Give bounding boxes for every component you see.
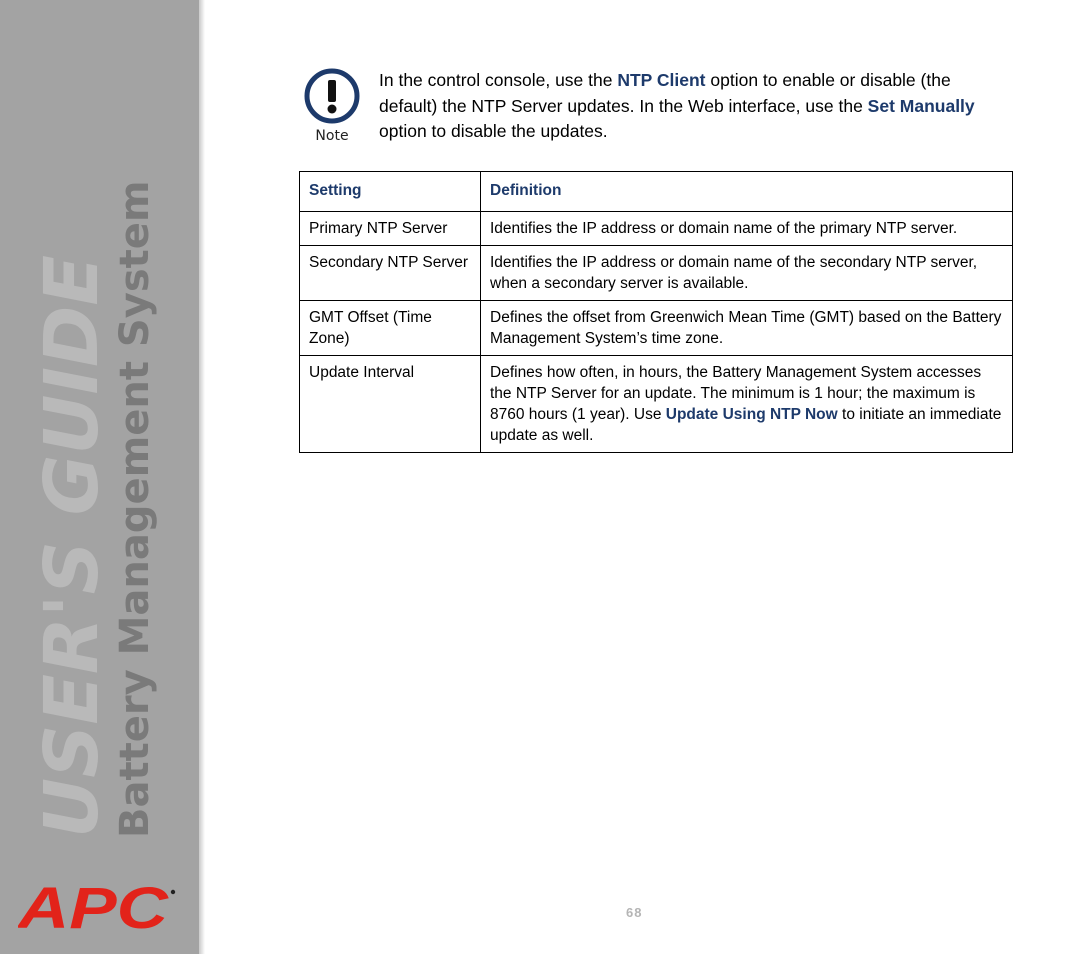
ntp-client-highlight: NTP Client — [617, 70, 706, 90]
setting-cell: Secondary NTP Server — [300, 246, 481, 301]
setting-cell: Update Interval — [300, 356, 481, 453]
note-exclamation-icon — [303, 67, 361, 145]
note-icon-label: Note — [315, 128, 349, 144]
sidebar-shadow — [199, 0, 205, 954]
sidebar-title-area — [0, 0, 199, 954]
definition-text-2: to initiate an immediate update as well. — [490, 406, 1002, 444]
note-text-3: option to disable the updates. — [379, 121, 608, 141]
product-name: Battery Management System — [112, 180, 158, 838]
sidebar-title-svg — [0, 0, 199, 954]
definition-cell: Identifies the IP address or domain name of the primary NTP server. — [481, 212, 1013, 246]
setting-cell: Primary NTP Server — [300, 212, 481, 246]
definition-cell — [481, 356, 1013, 453]
ntp-settings-table — [299, 171, 1013, 453]
apc-logo-icon — [18, 884, 178, 937]
table-header-row — [300, 172, 1013, 212]
guide-title: USER'S GUIDE — [29, 255, 115, 838]
apc-logo-text: APC — [18, 884, 170, 932]
note-text — [379, 68, 999, 145]
note-text-1: In the control console, use the — [379, 70, 618, 90]
setting-cell: GMT Offset (Time Zone) — [300, 301, 481, 356]
table-row — [300, 212, 1013, 246]
definition-text-1: Defines how often, in hours, the Battery Management System accesses the NTP Server for an update. The minimum is 1 hour; the maximum is 8760 hours (1 year). Use — [490, 364, 982, 423]
registered-mark-icon — [171, 890, 175, 894]
table-row — [300, 301, 1013, 356]
definition-cell: Identifies the IP address or domain name of the secondary NTP server, when a secondary server is available. — [481, 246, 1013, 301]
note-text-2: option to enable or disable (the default) the NTP Server updates. In the Web interface, use the — [379, 70, 951, 116]
set-manually-highlight: Set Manually — [867, 95, 975, 116]
table-row — [300, 246, 1013, 301]
header-setting: Setting — [300, 172, 481, 212]
page-number: 68 — [626, 905, 643, 920]
update-using-ntp-now-highlight: Update Using NTP Now — [665, 406, 838, 423]
table-row — [300, 356, 1013, 453]
definition-cell: Defines the offset from Greenwich Mean Time (GMT) based on the Battery Management System’s time zone. — [481, 301, 1013, 356]
header-definition: Definition — [481, 172, 1013, 212]
